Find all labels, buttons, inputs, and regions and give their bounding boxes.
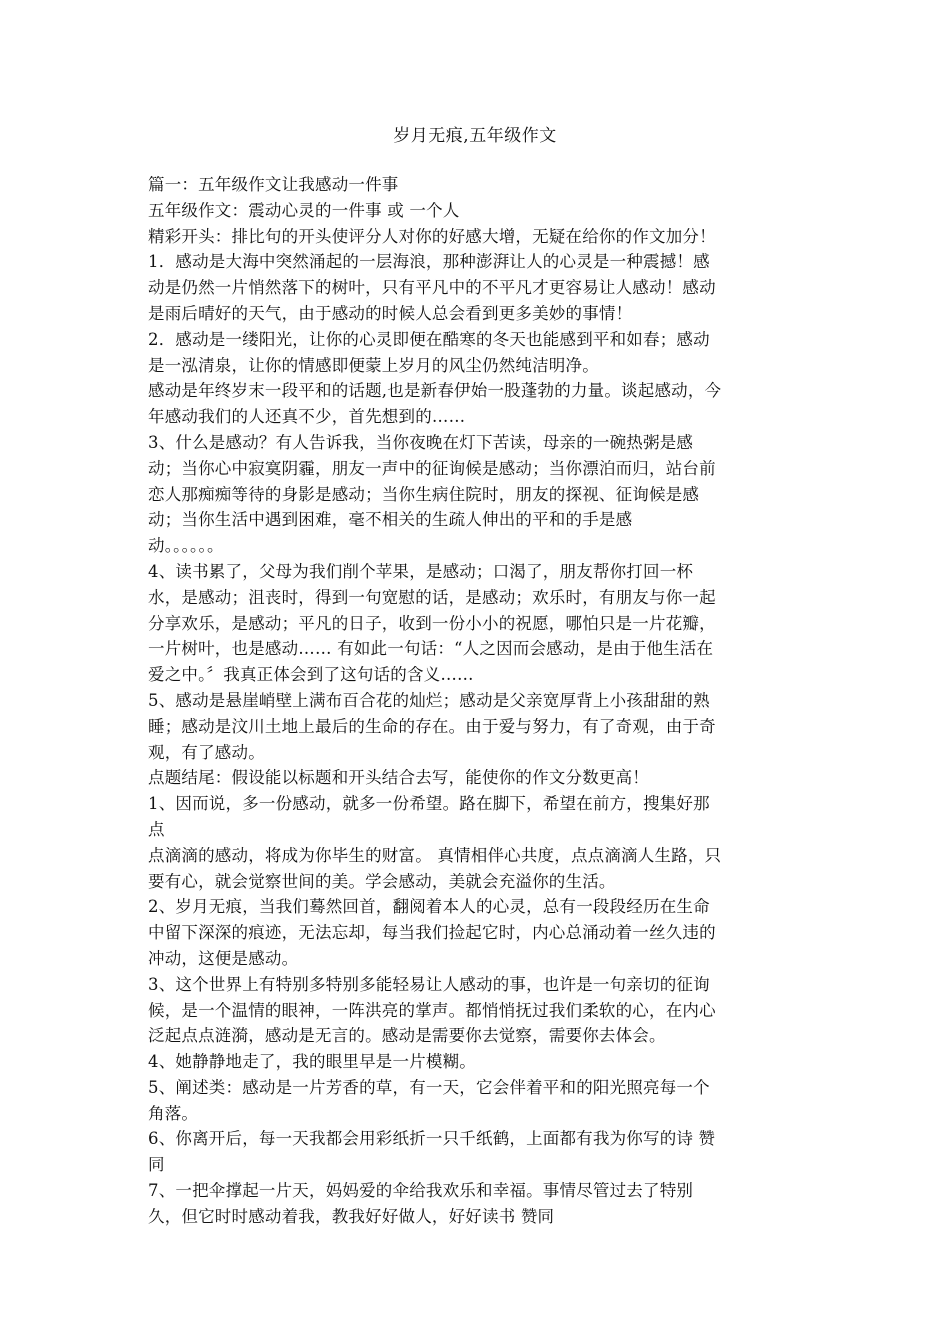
document-body (148, 172, 808, 1230)
document-title: 岁月无痕,五年级作文 (393, 126, 557, 146)
text-line: 6、你离开后，每一天我都会用彩纸折一只千纸鹤，上面都有我为你写的诗 赞 (148, 1129, 716, 1149)
text-line: 是一泓清泉，让你的情感即便蒙上岁月的风尘仍然纯洁明净。 (148, 355, 599, 375)
text-line: 爱之中。〞我真正体会到了这句话的含义…… (148, 665, 474, 685)
text-line: 4、她静静地走了，我的眼里早是一片模糊。 (148, 1052, 476, 1072)
text-line: 动。。。。。。 (148, 536, 224, 556)
text-line: 五年级作文：震动心灵的一件事 或 一个人 (148, 200, 460, 220)
text-line: 冲动，这便是感动。 (148, 948, 299, 968)
text-line: 中留下深深的痕迹，无法忘却，每当我们捡起它时，内心总涌动着一丝久违的 (148, 923, 716, 943)
text-line: 分享欢乐，是感动；平凡的日子，收到一份小小的祝愿，哪怕只是一片花瓣， (148, 613, 716, 633)
text-line: 点题结尾：假设能以标题和开头结合去写，能使你的作文分数更高！ (148, 768, 649, 788)
text-line: 观，有了感动。 (148, 742, 265, 762)
text-line: 4、读书累了，父母为我们削个苹果，是感动；口渴了，朋友帮你打回一杯 (148, 561, 694, 581)
text-line: 年感动我们的人还真不少，首先想到的…… (148, 407, 466, 427)
text-line: 恋人那痴痴等待的身影是感动；当你生病住院时，朋友的探视、征询候是感 (148, 484, 700, 504)
text-line: 5、感动是悬崖峭壁上满布百合花的灿烂；感动是父亲宽厚背上小孩甜甜的熟 (148, 690, 710, 710)
text-line: 5、阐述类：感动是一片芳香的草，有一天，它会伴着平和的阳光照亮每一个 (148, 1077, 710, 1097)
text-line: 是雨后晴好的天气，由于感动的时候人总会看到更多美妙的事情！ (148, 303, 633, 323)
text-line: 感动是年终岁末一段平和的话题,也是新春伊始一股蓬勃的力量。谈起感动，今 (148, 381, 722, 401)
text-line: 3、什么是感动？有人告诉我，当你夜晚在灯下苦读，母亲的一碗热粥是感 (148, 432, 694, 452)
text-line: 要有心，就会觉察世间的美。学会感动，美就会充溢你的生活。 (148, 871, 616, 891)
text-line: 同 (148, 1155, 165, 1175)
text-line: 点 (148, 819, 165, 839)
text-line: 动；当你心中寂寞阴霾，朋友一声中的征询候是感动；当你漂泊而归，站台前 (148, 458, 716, 478)
text-line: 7、一把伞撑起一片天，妈妈爱的伞给我欢乐和幸福。事情尽管过去了特别 (148, 1181, 694, 1201)
text-line: 角落。 (148, 1103, 199, 1123)
text-line: 一片树叶，也是感动…… 有如此一句话：“人之因而会感动，是由于他生活在 (148, 639, 714, 659)
text-line: 篇一：五年级作文让我感动一件事 (148, 175, 399, 194)
text-line: 水，是感动；沮丧时，得到一句宽慰的话，是感动；欢乐时，有朋友与你一起 (148, 587, 716, 607)
text-line: 2、岁月无痕，当我们蓦然回首，翻阅着本人的心灵，总有一段段经历在生命 (148, 897, 710, 917)
text-line: 1．感动是大海中突然涌起的一层海浪，那种澎湃让人的心灵是一种震撼！感 (148, 252, 710, 272)
text-line: 动；当你生活中遇到困难，毫不相关的生疏人伸出的平和的手是感 (148, 510, 633, 530)
text-line: 点滴滴的感动，将成为你毕生的财富。 真情相伴心共度，点点滴滴人生路，只 (148, 845, 722, 865)
text-line: 泛起点点涟漪，感动是无言的。感动是需要你去觉察，需要你去体会。 (148, 1026, 666, 1046)
text-line: 久，但它时时感动着我，教我好好做人，好好读书 赞同 (148, 1206, 555, 1226)
text-line: 2．感动是一缕阳光，让你的心灵即便在酷寒的冬天也能感到平和如春；感动 (148, 329, 710, 349)
text-line: 睡；感动是汶川土地上最后的生命的存在。由于爱与努力，有了奇观，由于奇 (148, 716, 716, 736)
text-line: 1、因而说，多一份感动，就多一份希望。路在脚下，希望在前方，搜集好那 (148, 794, 710, 814)
text-line: 精彩开头：排比句的开头使评分人对你的好感大增，无疑在给你的作文加分！ (148, 226, 716, 246)
text-line: 3、这个世界上有特别多特别多能轻易让人感动的事，也许是一句亲切的征询 (148, 974, 710, 994)
text-line: 动是仍然一片悄然落下的树叶，只有平凡中的不平凡才更容易让人感动！感动 (148, 278, 716, 298)
text-line: 候，是一个温情的眼神，一阵洪亮的掌声。都悄悄抚过我们柔软的心，在内心 (148, 1000, 716, 1020)
